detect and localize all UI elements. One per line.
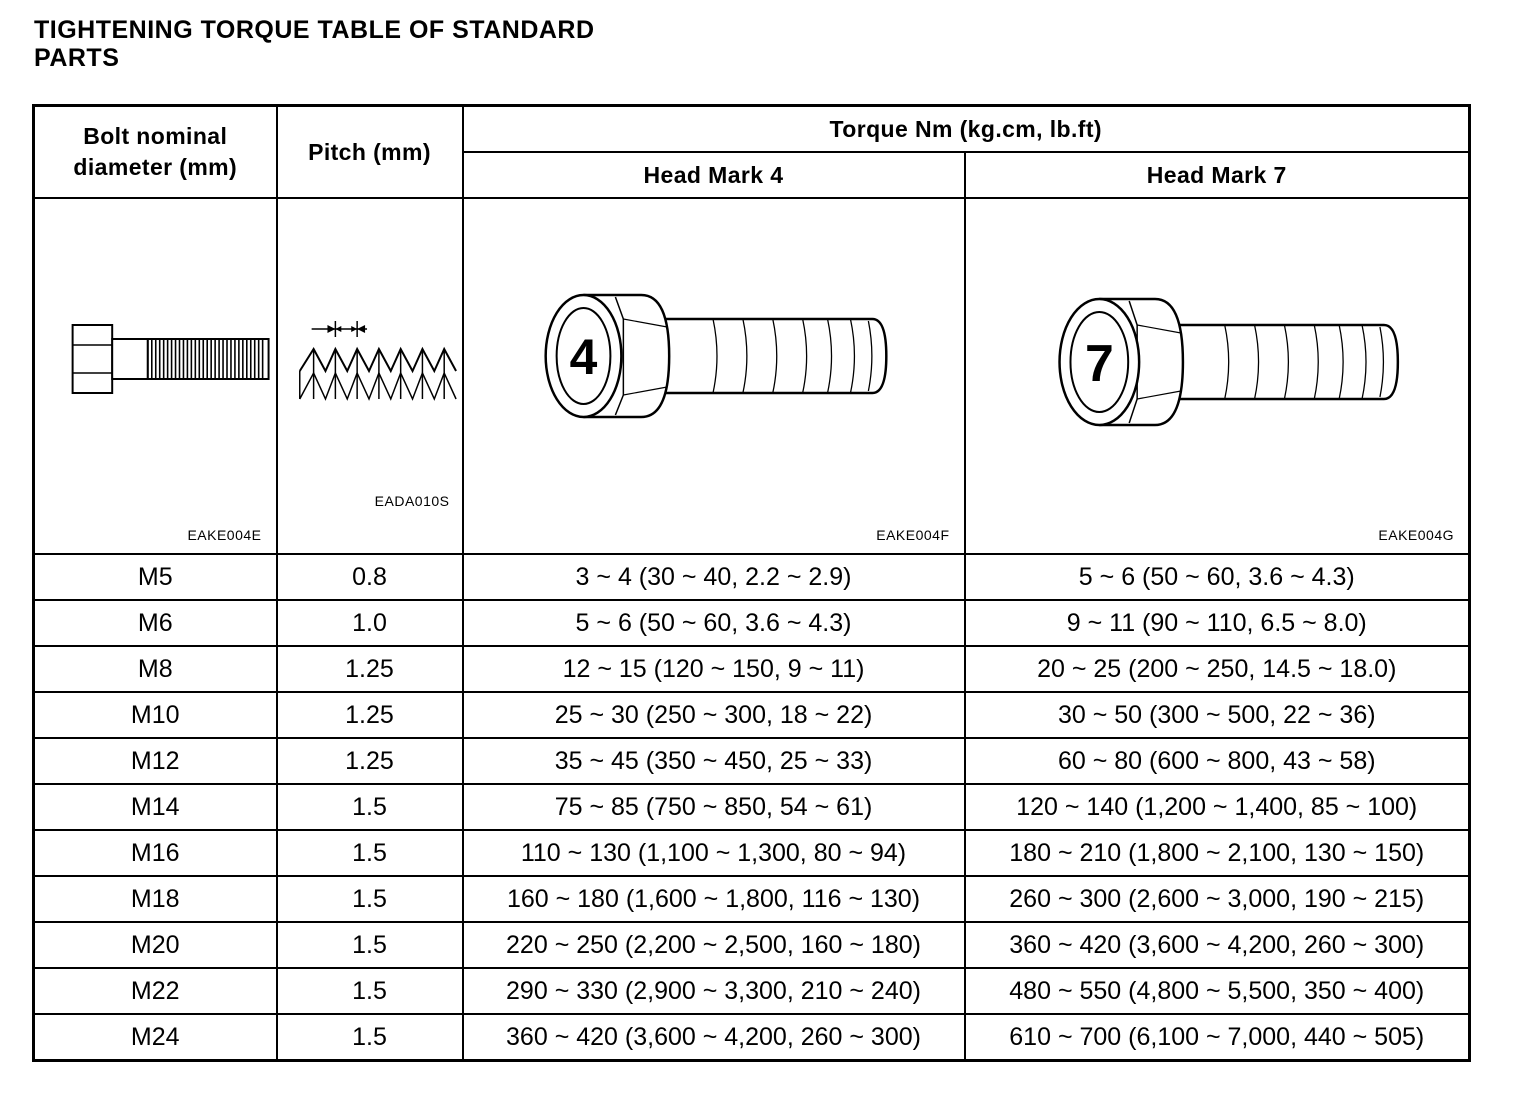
header-bolt-diameter: Bolt nominal diameter (mm)	[34, 106, 277, 199]
table-row	[34, 968, 1470, 1014]
table-row	[34, 922, 1470, 968]
page-title-line-2: PARTS	[34, 44, 120, 72]
pitch-cell: 1.5	[277, 968, 463, 1014]
page-title	[34, 16, 595, 72]
pitch-cell: 1.5	[277, 1014, 463, 1061]
pitch-image-code: EADA010S	[374, 493, 450, 509]
head-mark-7-label: 7	[1084, 333, 1114, 393]
head-mark-4-torque-cell: 12 ~ 15 (120 ~ 150, 9 ~ 11)	[463, 646, 965, 692]
table-row	[34, 692, 1470, 738]
head-mark-4-image-code: EAKE004F	[876, 527, 950, 543]
pitch-cell: 1.5	[277, 830, 463, 876]
head-mark-7-image-code: EAKE004G	[1378, 527, 1454, 543]
head-mark-7-torque-cell: 20 ~ 25 (200 ~ 250, 14.5 ~ 18.0)	[965, 646, 1470, 692]
pitch-cell: 1.5	[277, 922, 463, 968]
diameter-cell: M12	[34, 738, 277, 784]
head-mark-7-torque-cell: 180 ~ 210 (1,800 ~ 2,100, 130 ~ 150)	[965, 830, 1470, 876]
bolt-image-code: EAKE004E	[187, 527, 262, 543]
diameter-cell: M14	[34, 784, 277, 830]
diameter-cell: M24	[34, 1014, 277, 1061]
diameter-cell: M8	[34, 646, 277, 692]
diameter-cell: M6	[34, 600, 277, 646]
bolt-diagram-icon	[35, 199, 276, 553]
torque-table	[32, 104, 1471, 1062]
pitch-illustration-cell	[277, 198, 463, 554]
diameter-cell: M18	[34, 876, 277, 922]
table-row	[34, 830, 1470, 876]
page-title-line-1: TIGHTENING TORQUE TABLE OF STANDARD	[34, 16, 595, 44]
head-mark-7-torque-cell: 260 ~ 300 (2,600 ~ 3,000, 190 ~ 215)	[965, 876, 1470, 922]
pitch-cell: 1.0	[277, 600, 463, 646]
head-mark-4-torque-cell: 360 ~ 420 (3,600 ~ 4,200, 260 ~ 300)	[463, 1014, 965, 1061]
head-mark-4-torque-cell: 75 ~ 85 (750 ~ 850, 54 ~ 61)	[463, 784, 965, 830]
head-mark-7-torque-cell: 120 ~ 140 (1,200 ~ 1,400, 85 ~ 100)	[965, 784, 1470, 830]
diameter-cell: M10	[34, 692, 277, 738]
diameter-cell: M5	[34, 554, 277, 600]
table-row	[34, 738, 1470, 784]
header-head-mark-4: Head Mark 4	[463, 152, 965, 198]
table-row	[34, 876, 1470, 922]
head-mark-4-torque-cell: 160 ~ 180 (1,600 ~ 1,800, 116 ~ 130)	[463, 876, 965, 922]
head-mark-4-label: 4	[569, 328, 597, 386]
pitch-cell: 1.25	[277, 738, 463, 784]
head-mark-4-torque-cell: 110 ~ 130 (1,100 ~ 1,300, 80 ~ 94)	[463, 830, 965, 876]
pitch-cell: 1.5	[277, 876, 463, 922]
head-mark-4-torque-cell: 290 ~ 330 (2,900 ~ 3,300, 210 ~ 240)	[463, 968, 965, 1014]
head-mark-7-torque-cell: 360 ~ 420 (3,600 ~ 4,200, 260 ~ 300)	[965, 922, 1470, 968]
header-pitch: Pitch (mm)	[277, 106, 463, 199]
head-mark-4-torque-cell: 25 ~ 30 (250 ~ 300, 18 ~ 22)	[463, 692, 965, 738]
table-row	[34, 554, 1470, 600]
head-mark-7-torque-cell: 480 ~ 550 (4,800 ~ 5,500, 350 ~ 400)	[965, 968, 1470, 1014]
head-mark-7-torque-cell: 9 ~ 11 (90 ~ 110, 6.5 ~ 8.0)	[965, 600, 1470, 646]
pitch-cell: 1.5	[277, 784, 463, 830]
head-mark-7-torque-cell: 60 ~ 80 (600 ~ 800, 43 ~ 58)	[965, 738, 1470, 784]
head-mark-4-bolt-icon	[464, 199, 964, 553]
head-mark-7-torque-cell: 5 ~ 6 (50 ~ 60, 3.6 ~ 4.3)	[965, 554, 1470, 600]
head-mark-4-torque-cell: 35 ~ 45 (350 ~ 450, 25 ~ 33)	[463, 738, 965, 784]
table-row	[34, 646, 1470, 692]
head-mark-4-torque-cell: 220 ~ 250 (2,200 ~ 2,500, 160 ~ 180)	[463, 922, 965, 968]
head-mark-4-torque-cell: 5 ~ 6 (50 ~ 60, 3.6 ~ 4.3)	[463, 600, 965, 646]
pitch-cell: 0.8	[277, 554, 463, 600]
bolt-illustration-cell	[34, 198, 277, 554]
diameter-cell: M20	[34, 922, 277, 968]
pitch-cell: 1.25	[277, 646, 463, 692]
header-head-mark-7: Head Mark 7	[965, 152, 1470, 198]
head-mark-7-torque-cell: 30 ~ 50 (300 ~ 500, 22 ~ 36)	[965, 692, 1470, 738]
illustration-row	[34, 198, 1470, 554]
head-mark-4-illustration-cell	[463, 198, 965, 554]
head-mark-7-torque-cell: 610 ~ 700 (6,100 ~ 7,000, 440 ~ 505)	[965, 1014, 1470, 1061]
table-row	[34, 784, 1470, 830]
table-row	[34, 600, 1470, 646]
diameter-cell: M16	[34, 830, 277, 876]
head-mark-4-torque-cell: 3 ~ 4 (30 ~ 40, 2.2 ~ 2.9)	[463, 554, 965, 600]
table-row	[34, 1014, 1470, 1061]
head-mark-7-bolt-icon	[966, 199, 1469, 553]
header-torque: Torque Nm (kg.cm, lb.ft)	[463, 106, 1470, 153]
diameter-cell: M22	[34, 968, 277, 1014]
head-mark-7-illustration-cell	[965, 198, 1470, 554]
pitch-cell: 1.25	[277, 692, 463, 738]
